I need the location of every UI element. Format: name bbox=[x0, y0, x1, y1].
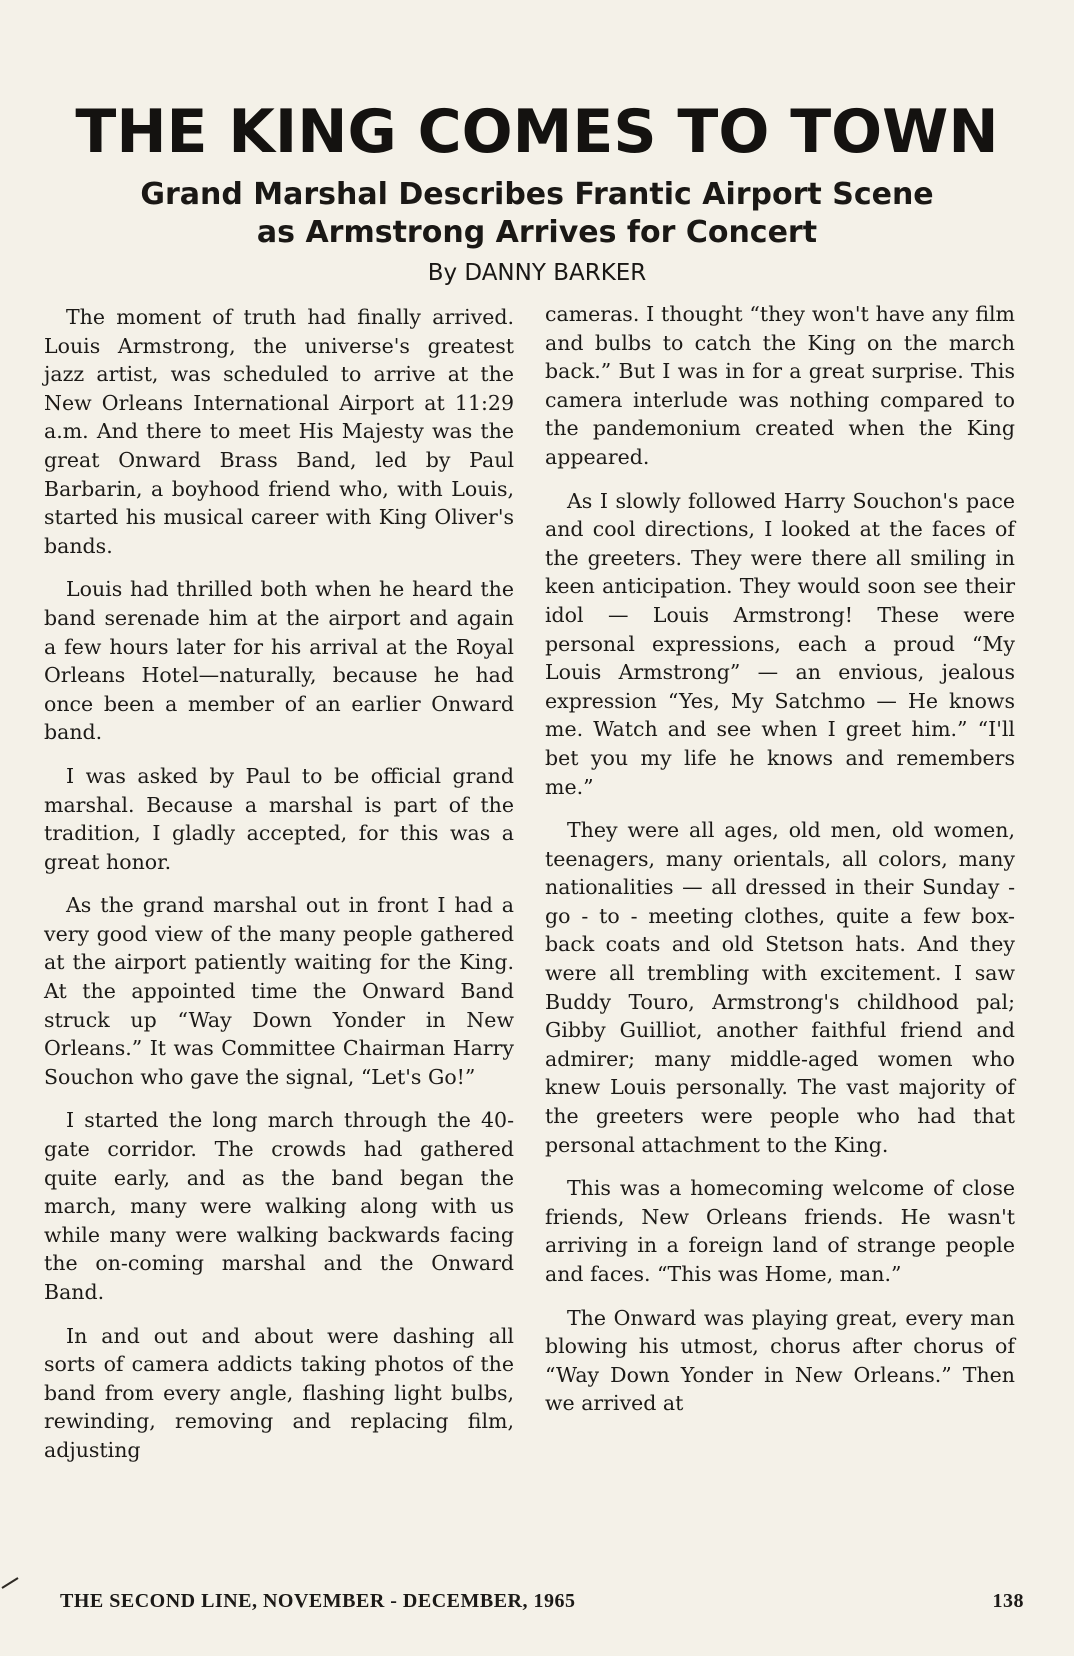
margin-mark bbox=[0, 1560, 20, 1600]
paragraph: As I slowly followed Harry Souchon's pace and cool directions, I looked at the faces of the greeters. They were there all smiling in keen anticipation. They would soon see their idol — Louis Armstrong! These were personal expressions, each a proud “My Louis Armstrong” — an envious, jealous expression “Yes, My Satchmo — He knows me. Watch and see when I greet him.” “I'll bet you my life he knows and remembers me.” bbox=[545, 488, 1015, 799]
paragraph: I started the long march through the 40-gate corridor. The crowds had gathered quite early, and as the band began the march, many were walking along with us while many were walking backwards facing the on-coming marshal and the Onward Band. bbox=[44, 1108, 514, 1304]
paragraph: They were all ages, old men, old women, teenagers, many orientals, all colors, many nationalities — all dressed in their Sunday - go - to - meeting clothes, quite a few box-back coats and old Stetson hats. And they were all trembling with excitement. I saw Buddy Touro, Armstrong's childhood pal; Gibby Guilliot, another faithful friend and admirer; many middle-aged women who knew Louis personally. The vast majority of the greeters were people who had that personal attachment to the King. bbox=[545, 818, 1015, 1157]
paragraph: As the grand marshal out in front I had a very good view of the many people gathered at the airport patiently waiting for the King. At the appointed time the Onward Band struck up “Way Down Yonder in New Orleans.” It was Committee Chairman Harry Souchon who gave the signal, “Let's Go!” bbox=[44, 893, 514, 1089]
paragraph: In and out and about were dashing all sorts of camera addicts taking photos of the band from every angle, flashing light bulbs, rewinding, removing and replacing film, adjusting bbox=[44, 1323, 514, 1462]
paragraph: The Onward was playing great, every man blowing his utmost, chorus after chorus of “Way Down Yonder in New Orleans.” Then we arrived at bbox=[545, 1305, 1015, 1416]
margin-stroke-icon bbox=[0, 1560, 20, 1600]
publication-line: THE SECOND LINE, NOVEMBER - DECEMBER, 1965 bbox=[60, 1590, 576, 1612]
page-footer bbox=[60, 1586, 1024, 1616]
right-column bbox=[545, 300, 1015, 1433]
paragraph: The moment of truth had finally arrived. Louis Armstrong, the universe's greatest jazz artist, was scheduled to arrive at the New Orleans International Airport at 11:29 a.m. And there to meet His Majesty was the great Onward Brass Band, led by Paul Barbarin, a boyhood friend who, with Louis, started his musical career with King Oliver's bands. bbox=[44, 305, 514, 558]
page-number: 138 bbox=[992, 1590, 1024, 1612]
paragraph: This was a homecoming welcome of close friends, New Orleans friends. He wasn't arriving in a foreign land of strange people and faces. “This was Home, man.” bbox=[545, 1176, 1015, 1286]
paragraph: cameras. I thought “they won't have any film and bulbs to catch the King on the march back.” But I was in for a great surprise. This camera interlude was nothing compared to the pandemonium created when the King appeared. bbox=[545, 302, 1015, 469]
subtitle-line-2: as Armstrong Arrives for Concert bbox=[256, 215, 818, 250]
subtitle-line-1: Grand Marshal Describes Frantic Airport Scene bbox=[140, 177, 934, 212]
left-column bbox=[44, 303, 514, 1480]
byline: By DANNY BARKER bbox=[427, 260, 647, 286]
article-title: THE KING COMES TO TOWN bbox=[75, 97, 999, 167]
article-subtitle bbox=[60, 176, 1014, 252]
paragraph: I was asked by Paul to be official grand marshal. Because a marshal is part of the tradition, I gladly accepted, for this was a great honor. bbox=[44, 763, 514, 874]
paragraph: Louis had thrilled both when he heard the band serenade him at the airport and again a few hours later for his arrival at the Royal Orleans Hotel—naturally, because he had once been a member of an earlier Onward band. bbox=[44, 577, 514, 745]
